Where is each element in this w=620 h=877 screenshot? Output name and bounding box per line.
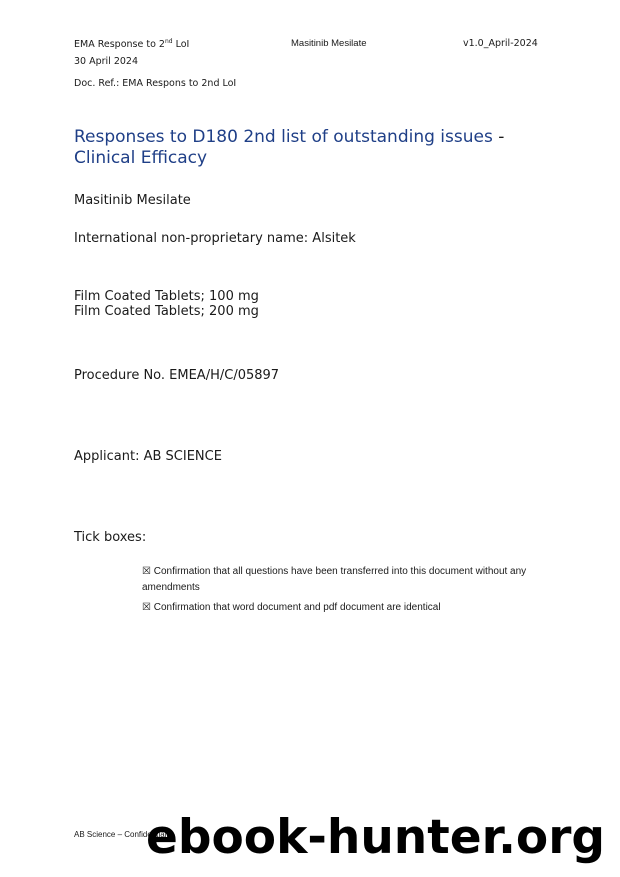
formulation-100mg: Film Coated Tablets; 100 mg	[74, 289, 259, 304]
document-reference: Doc. Ref.: EMA Respons to 2nd LoI	[74, 78, 237, 89]
product-name: Masitinib Mesilate	[74, 193, 191, 208]
watermark: ebook-hunter.org	[146, 810, 606, 865]
header-center: Masitinib Mesilate	[291, 38, 367, 49]
tick-box-questions-transferred: ☒ Confirmation that all questions have been transferred into this document without any amendments	[142, 566, 527, 593]
footer-text: AB Science – Confidential	[74, 830, 167, 839]
applicant: Applicant: AB SCIENCE	[74, 449, 222, 464]
page-title: Responses to D180 2nd list of outstanding issues - Clinical Efficacy	[74, 127, 505, 168]
tick-boxes-title: Tick boxes:	[74, 530, 147, 545]
header-right: v1.0_April-2024	[463, 38, 538, 49]
inn-name: International non-proprietary name: Alsitek	[74, 231, 356, 246]
document-date: 30 April 2024	[74, 56, 139, 67]
procedure-number: Procedure No. EMEA/H/C/05897	[74, 368, 280, 383]
header-left: EMA Response to 2nd LoI	[74, 38, 190, 50]
formulation-200mg: Film Coated Tablets; 200 mg	[74, 304, 259, 319]
tick-box-documents-identical: ☒ Confirmation that word document and pdf document are identical	[142, 602, 441, 613]
